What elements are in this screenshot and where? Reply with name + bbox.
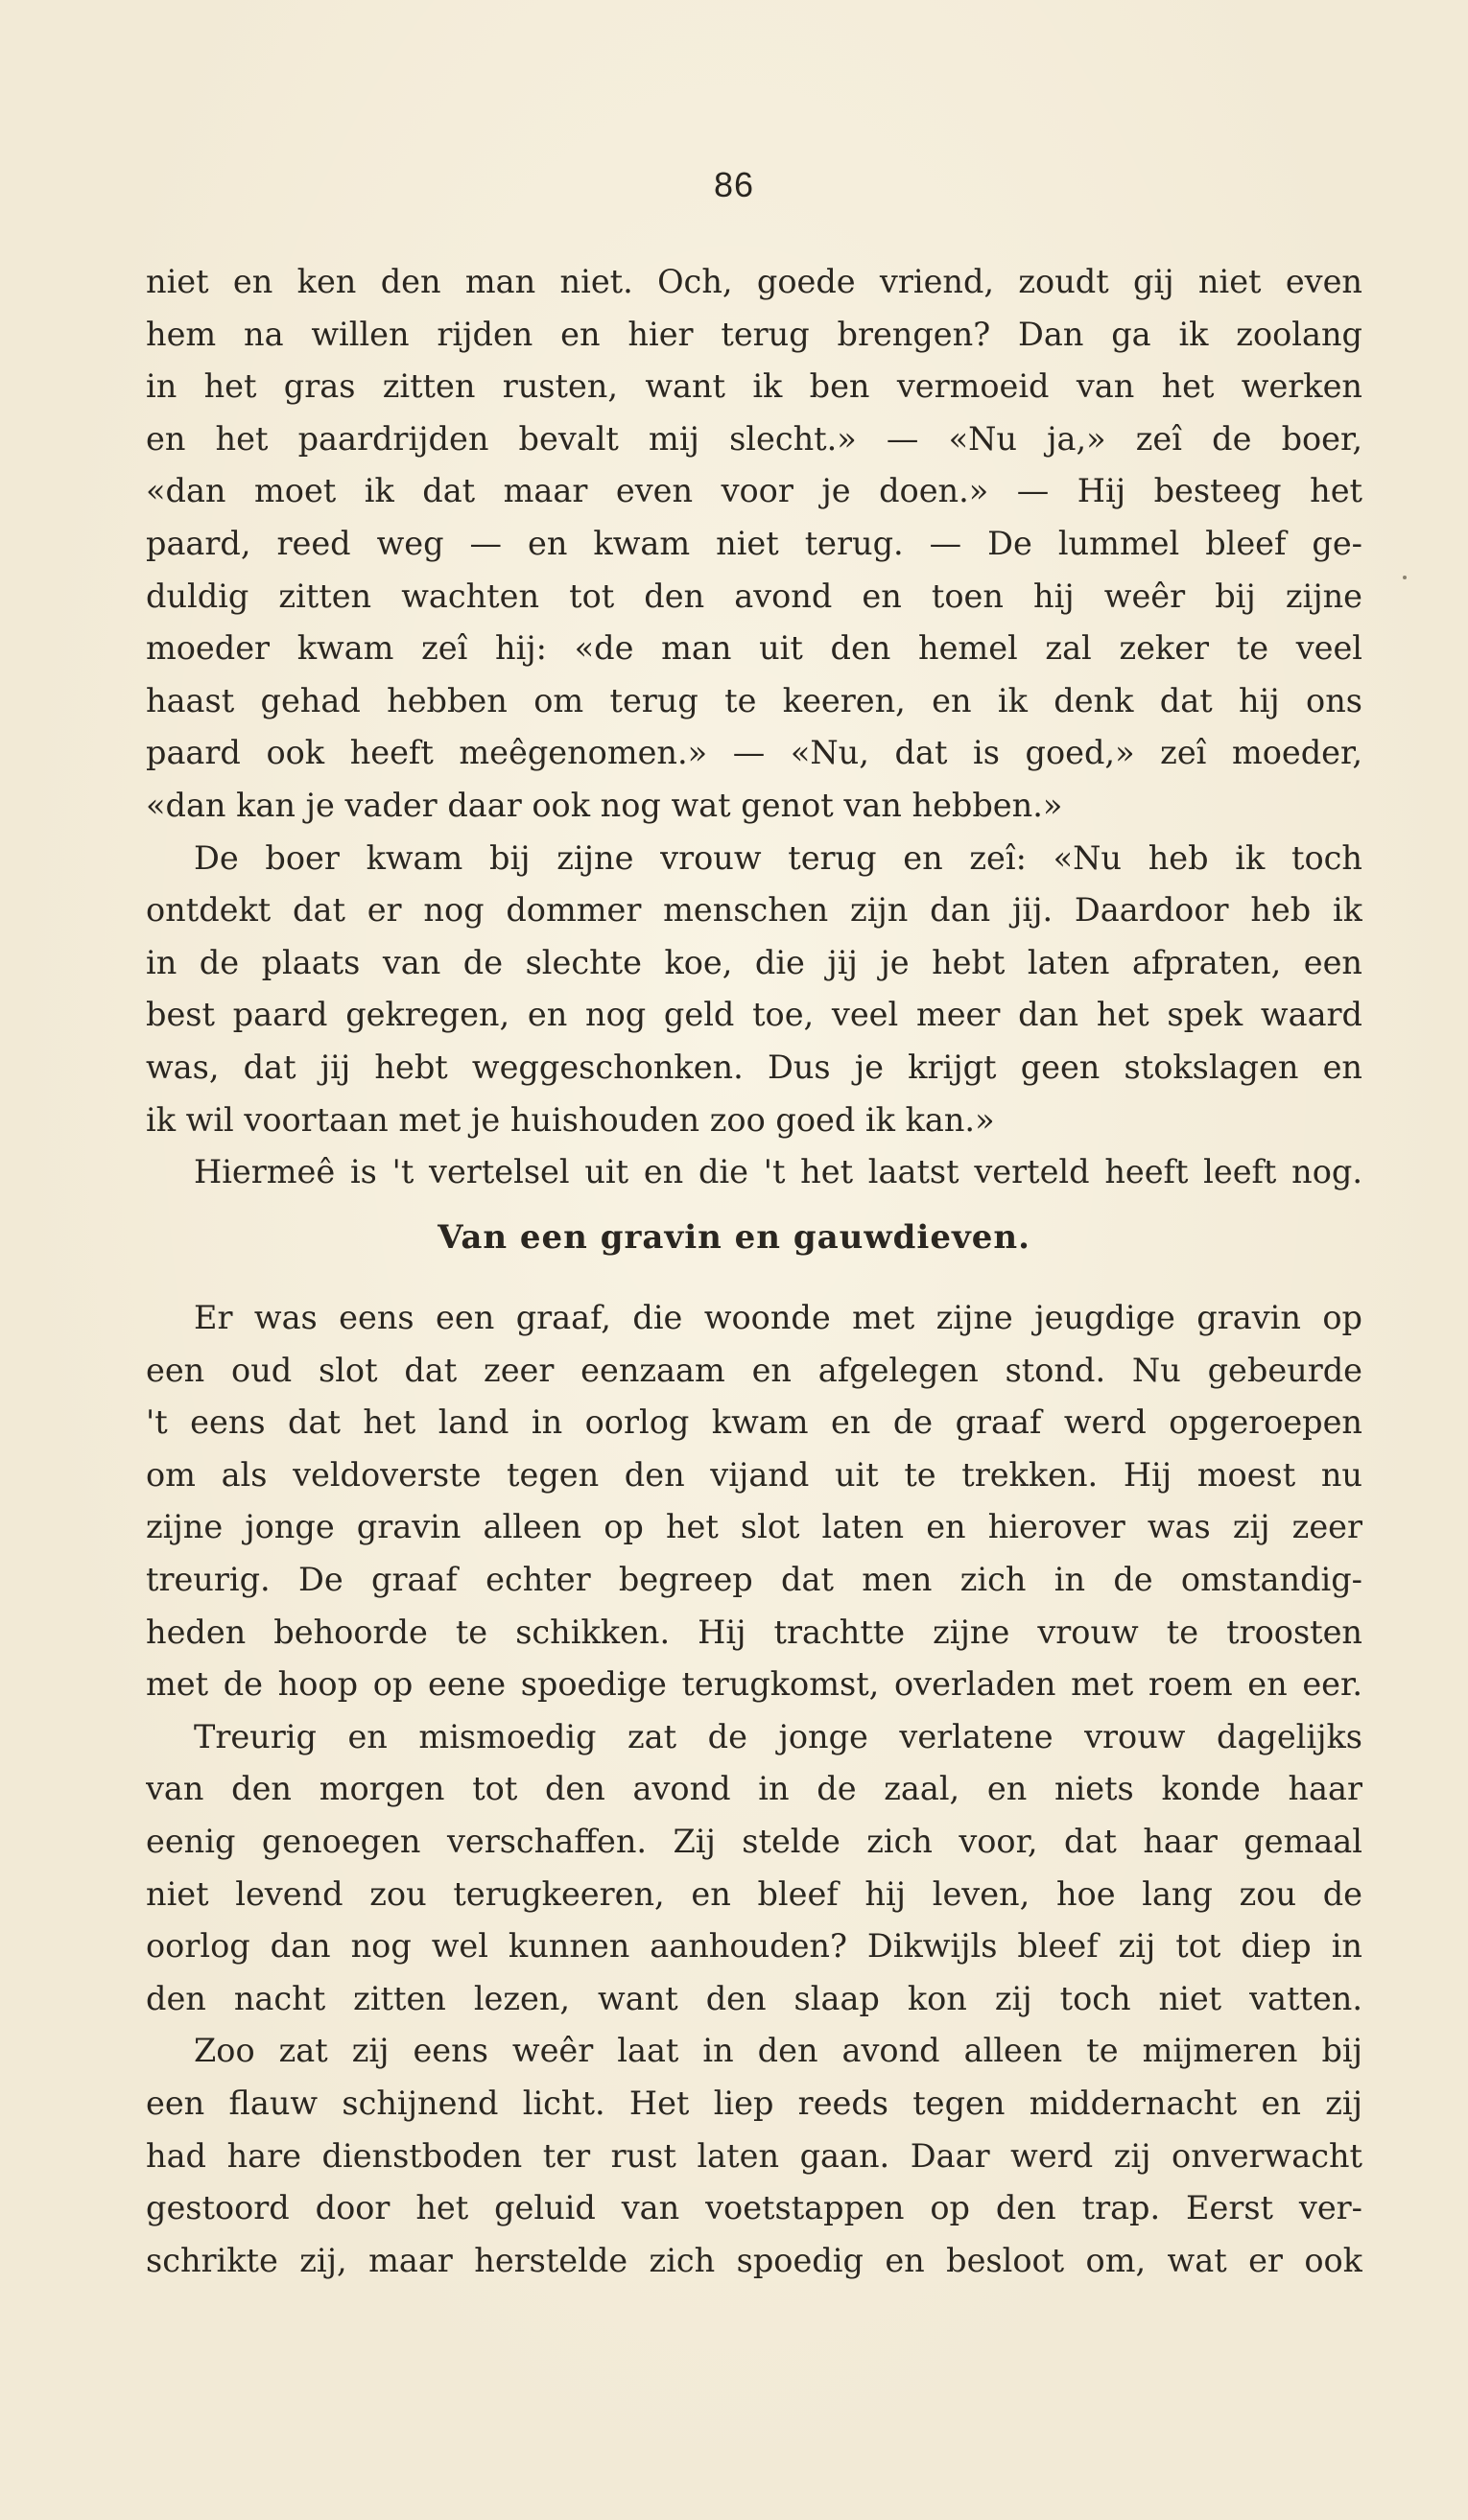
text-line: «dan moet ik dat maar even voor je doen.» — Hij besteeg het (146, 472, 1362, 510)
text-line: eenig genoegen verschaffen. Zij stelde zich voor, dat haar gemaal (146, 1822, 1362, 1860)
text-line: zijne jonge gravin alleen op het slot laten en hierover was zij zeer (146, 1508, 1362, 1546)
text-line: «dan kan je vader daar ook nog wat genot van hebben.» (146, 786, 1063, 824)
text-line: Treurig en mismoedig zat de jonge verlatene vrouw dagelijks (194, 1717, 1362, 1755)
text-line: om als veldoverste tegen den vijand uit te trekken. Hij moest nu (146, 1455, 1362, 1494)
text-line: paard ook heeft meêgenomen.» — «Nu, dat is goed,» zeî moeder, (146, 734, 1362, 772)
text-line: duldig zitten wachten tot den avond en toen hij weêr bij zijne (146, 577, 1362, 615)
text-line: best paard gekregen, en nog geld toe, veel meer dan het spek waard (146, 996, 1362, 1034)
text-line: Hiermeê is 't vertelsel uit en die 't het laatst verteld heeft leeft nog. (194, 1153, 1362, 1191)
text-line: een oud slot dat zeer eenzaam en afgelegen stond. Nu gebeurde (146, 1351, 1362, 1389)
text-line: De boer kwam bij zijne vrouw terug en zeî: «Nu heb ik toch (194, 838, 1362, 877)
text-line: in het gras zitten rusten, want ik ben vermoeid van het werken (146, 367, 1362, 406)
text-line: heden behoorde te schikken. Hij trachtte zijne vrouw te troosten (146, 1613, 1362, 1651)
text-line: ik wil voortaan met je huishouden zoo goed ik kan.» (146, 1100, 995, 1139)
text-line: gestoord door het geluid van voetstappen op den trap. Eerst ver- (146, 2189, 1362, 2227)
story-text-continued (146, 256, 1362, 1199)
text-line: Zoo zat zij eens weêr laat in den avond alleen te mijmeren bij (194, 2032, 1362, 2070)
text-line: oorlog dan nog wel kunnen aanhouden? Dikwijls bleef zij tot diep in (146, 1927, 1362, 1966)
text-line: een flauw schijnend licht. Het liep reeds tegen middernacht en zij (146, 2084, 1362, 2122)
chapter-heading: Van een gravin en gauwdieven. (438, 1218, 1030, 1257)
text-line: den nacht zitten lezen, want den slaap kon zij toch niet vatten. (146, 1979, 1362, 2017)
text-line: haast gehad hebben om terug te keeren, en ik denk dat hij ons (146, 681, 1362, 719)
text-line: was, dat jij hebt weggeschonken. Dus je krijgt geen stokslagen en (146, 1048, 1362, 1086)
text-line: ontdekt dat er nog dommer menschen zijn dan jij. Daardoor heb ik (146, 891, 1362, 930)
text-line: van den morgen tot den avond in de zaal, en niets konde haar (146, 1770, 1362, 1808)
text-line: had hare dienstboden ter rust laten gaan. Daar werd zij onverwacht (146, 2136, 1362, 2175)
page-number: 86 (713, 165, 755, 204)
paper-speck (1403, 576, 1407, 579)
text-line: niet en ken den man niet. Och, goede vriend, zoudt gij niet even (146, 263, 1362, 300)
text-line: niet levend zou terugkeeren, en bleef hij leven, hoe lang zou de (146, 1874, 1362, 1913)
text-line: paard, reed weg — en kwam niet terug. — De lummel bleef ge- (146, 524, 1362, 562)
story-text-new-chapter (146, 1292, 1362, 2287)
text-line: Er was eens een graaf, die woonde met zijne jeugdige gravin op (194, 1299, 1362, 1336)
text-line: treurig. De graaf echter begreep dat men zich in de omstandig- (146, 1560, 1362, 1598)
text-line: 't eens dat het land in oorlog kwam en de graaf werd opgeroepen (146, 1403, 1362, 1442)
text-line: met de hoop op eene spoedige terugkomst, overladen met roem en eer. (146, 1665, 1362, 1704)
text-line: hem na willen rijden en hier terug brengen? Dan ga ik zoolang (146, 315, 1362, 353)
text-line: en het paardrijden bevalt mij slecht.» — «Nu ja,» zeî de boer, (146, 419, 1362, 458)
text-line: moeder kwam zeî hij: «de man uit den hemel zal zeker te veel (146, 629, 1362, 668)
text-line: schrikte zij, maar herstelde zich spoedig en besloot om, wat er ook (146, 2241, 1362, 2279)
text-line: in de plaats van de slechte koe, die jij je hebt laten afpraten, een (146, 943, 1362, 981)
